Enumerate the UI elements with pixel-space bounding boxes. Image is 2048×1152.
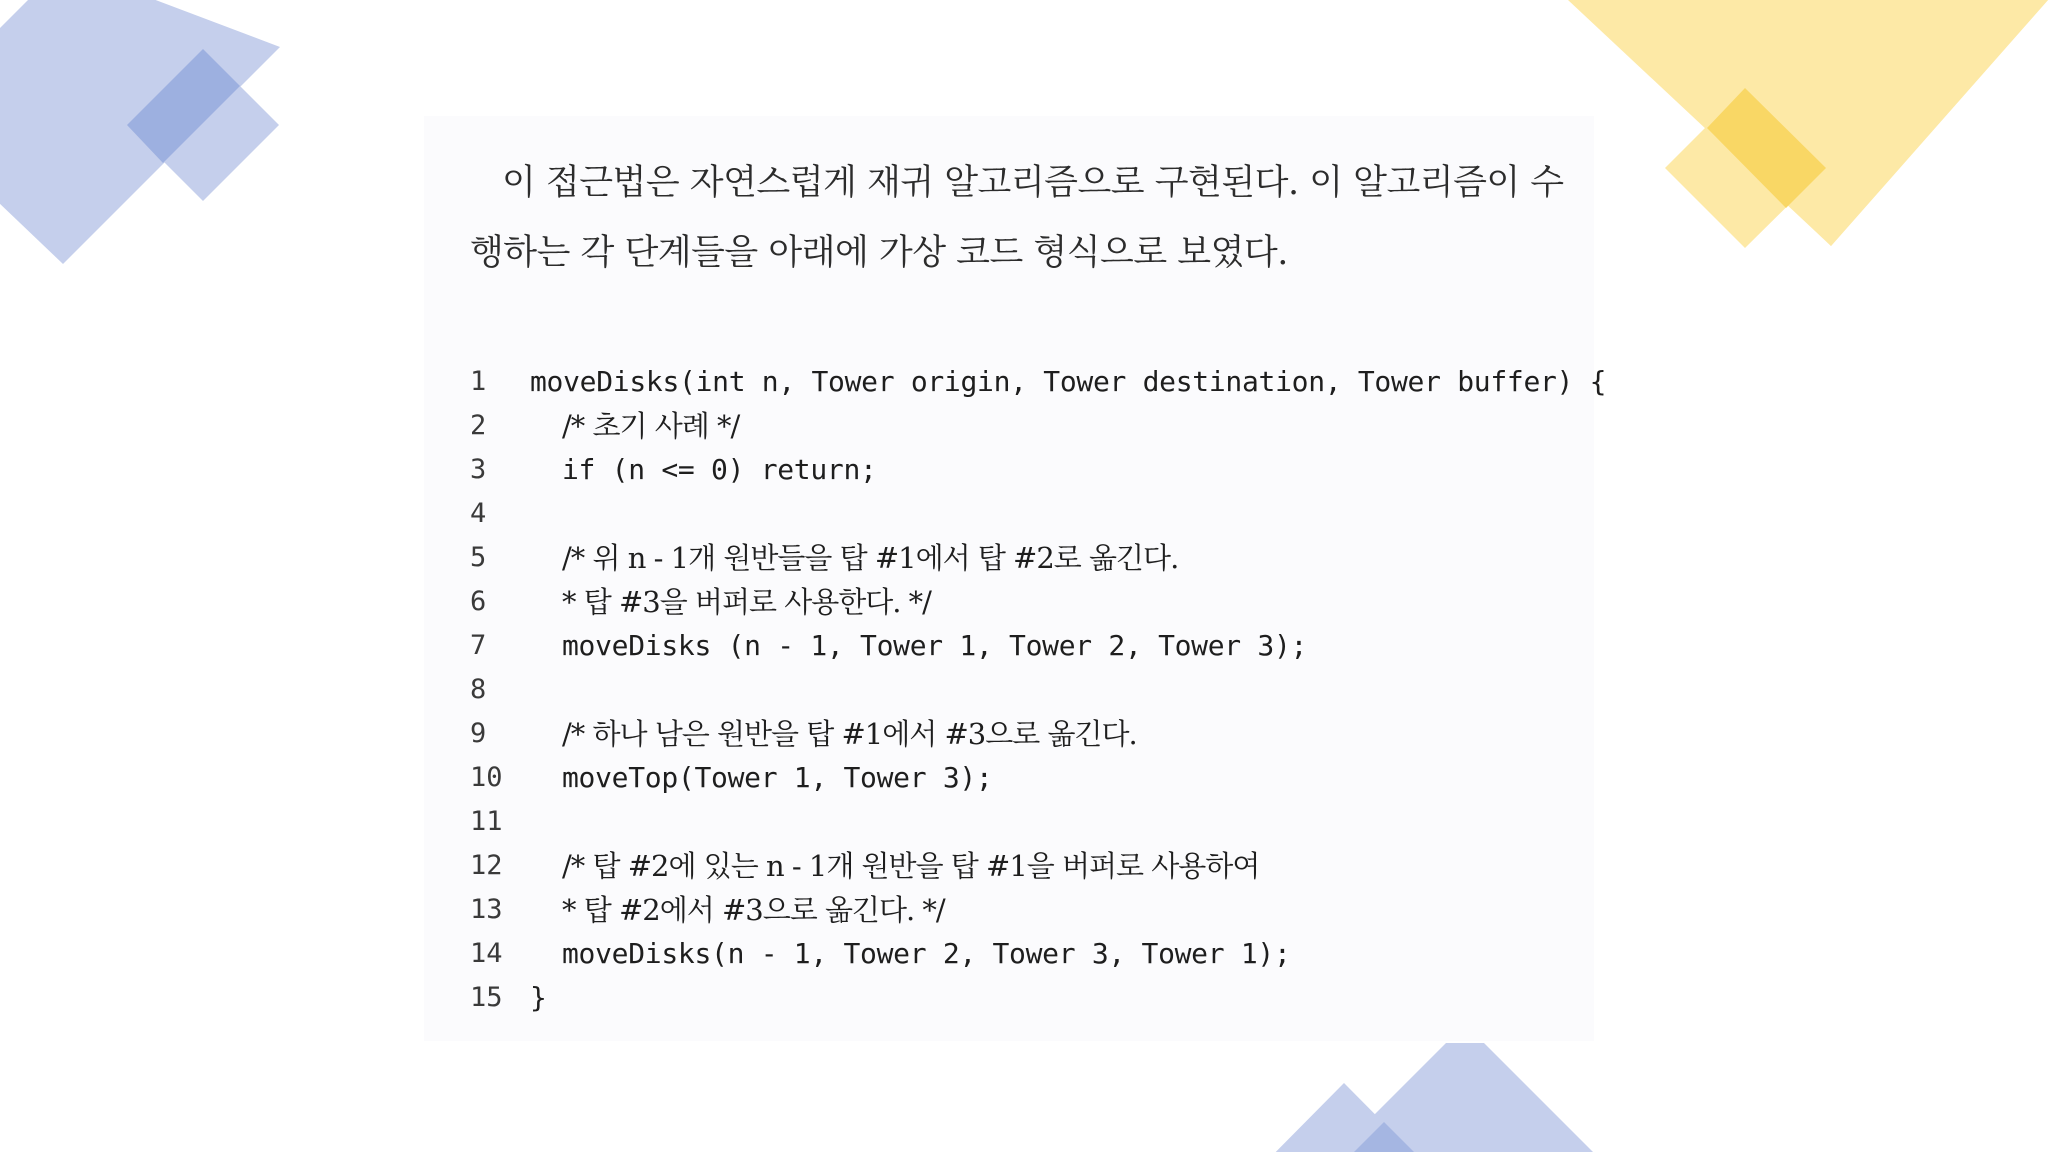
code-comment: /* 초기 사례 */	[562, 409, 740, 443]
code-text: moveDisks(n - 1, Tower 2, Tower 3, Tower 1);	[562, 937, 1291, 970]
code-line	[470, 624, 1590, 668]
code-line	[470, 448, 1590, 492]
code-line	[470, 844, 1590, 888]
line-number: 2	[470, 410, 487, 441]
line-number: 8	[470, 674, 487, 705]
line-number: 3	[470, 454, 487, 485]
line-number: 7	[470, 630, 487, 661]
code-block	[470, 360, 1607, 1020]
code-comment: /* 위 n - 1개 원반들을 탑 #1에서 탑 #2로 옮긴다.	[562, 541, 1179, 575]
line-number: 1	[470, 366, 487, 397]
code-text: moveDisks (n - 1, Tower 1, Tower 2, Tower 3);	[562, 629, 1308, 662]
intro-paragraph: 이 접근법은 자연스럽게 재귀 알고리즘으로 구현된다. 이 알고리즘이 수행하는 각 단계들을 아래에 가상 코드 형식으로 보였다.	[470, 163, 1564, 273]
code-line	[470, 888, 1590, 932]
code-line	[470, 932, 1590, 976]
line-number: 6	[470, 586, 487, 617]
code-line	[470, 976, 1590, 1020]
code-text: moveTop(Tower 1, Tower 3);	[562, 761, 993, 794]
line-number: 12	[470, 850, 503, 881]
line-number: 10	[470, 762, 503, 793]
code-line	[470, 800, 1590, 844]
code-line	[470, 668, 1590, 712]
code-line	[470, 756, 1590, 800]
code-comment: * 탑 #2에서 #3으로 옮긴다. */	[562, 893, 945, 927]
code-line	[470, 404, 1590, 448]
line-number: 11	[470, 806, 503, 837]
code-text: }	[530, 981, 547, 1014]
line-number: 9	[470, 718, 487, 749]
code-line	[470, 536, 1590, 580]
code-text: if (n <= 0) return;	[562, 453, 877, 486]
yellow-diamond-large-fill	[1575, 0, 2048, 246]
line-number: 15	[470, 982, 503, 1013]
code-line	[470, 712, 1590, 756]
line-number: 13	[470, 894, 503, 925]
line-number: 4	[470, 498, 487, 529]
code-line	[470, 492, 1590, 536]
blue-diamond-bottom-right	[1326, 1043, 1604, 1152]
code-line	[470, 360, 1607, 404]
line-number: 14	[470, 938, 503, 969]
code-comment: /* 탑 #2에 있는 n - 1개 원반을 탑 #1을 버퍼로 사용하여	[562, 849, 1260, 883]
code-comment: /* 하나 남은 원반을 탑 #1에서 #3으로 옮긴다.	[562, 717, 1137, 751]
line-number: 5	[470, 542, 487, 573]
code-text: moveDisks(int n, Tower origin, Tower destination, Tower buffer) {	[530, 365, 1607, 398]
code-line	[470, 580, 1590, 624]
code-comment: * 탑 #3을 버퍼로 사용한다. */	[562, 585, 931, 619]
